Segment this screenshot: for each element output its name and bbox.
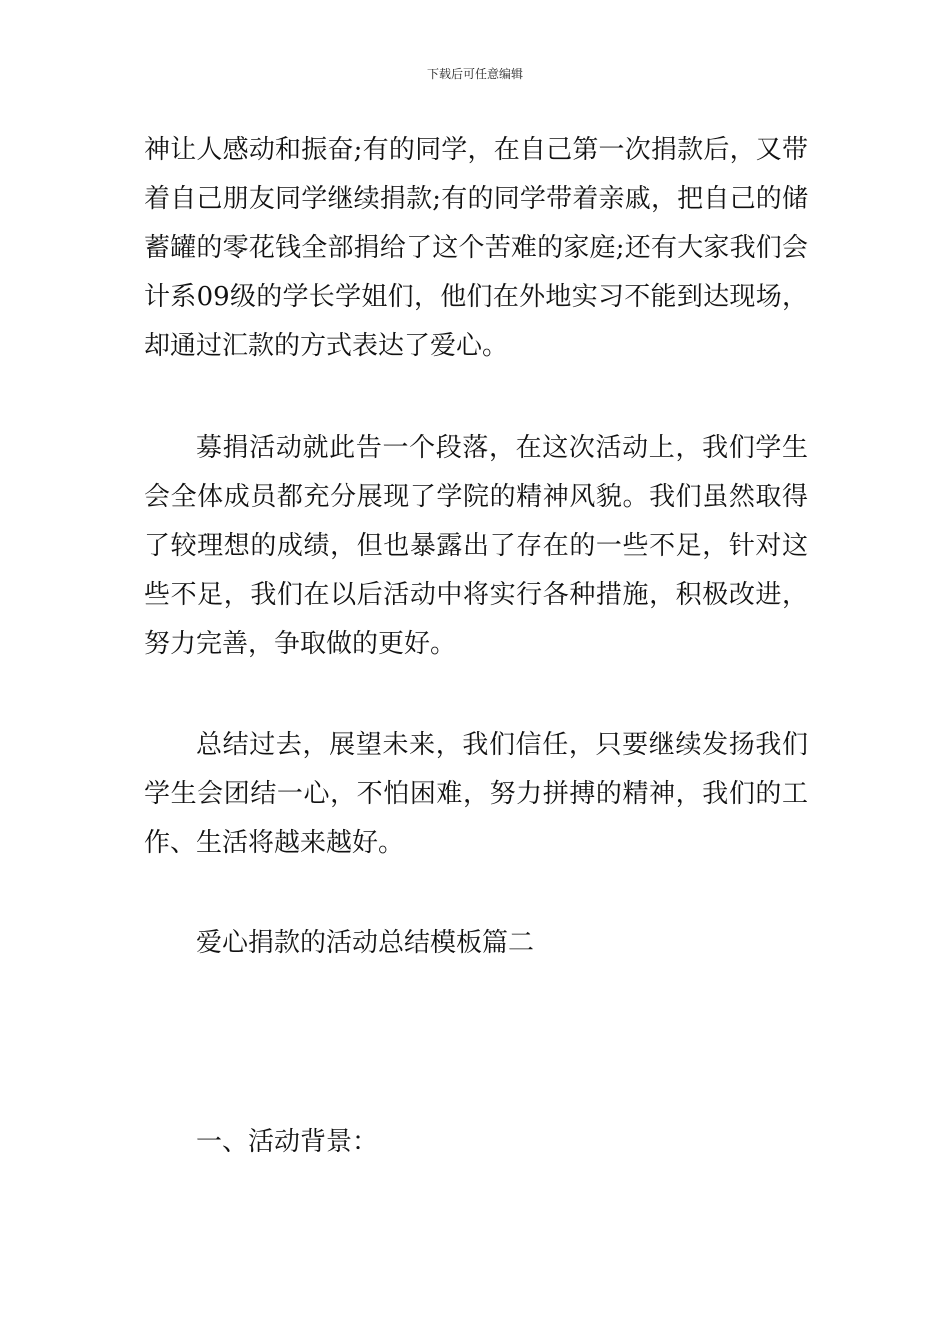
section-title: 爱心捐款的活动总结模板篇二 xyxy=(196,928,535,958)
body-paragraph: 神让人感动和振奋;有的同学，在自己第一次捐款后，又带着自己朋友同学继续捐款;有的同学带着亲戚，把自己的储蓄罐的零花钱全部捐给了这个苦难的家庭;还有大家我们会计系09级的学长学姐们，他们在外地实习不能到达现场，却通过汇款的方式表达了爱心。 xyxy=(144,135,808,361)
body-paragraph: 募捐活动就此告一个段落，在这次活动上，我们学生会全体成员都充分展现了学院的精神风貌。我们虽然取得了较理想的成绩，但也暴露出了存在的一些不足，针对这些不足，我们在以后活动中将实行各种措施，积极改进，努力完善，争取做的更好。 xyxy=(144,433,808,659)
body-paragraph: 总结过去，展望未来，我们信任，只要继续发扬我们学生会团结一心，不怕困难，努力拼搏的精神，我们的工作、生活将越来越好。 xyxy=(144,730,808,858)
page-header: 下载后可任意编辑 xyxy=(426,67,523,81)
subheading: 一、活动背景： xyxy=(196,1127,379,1157)
